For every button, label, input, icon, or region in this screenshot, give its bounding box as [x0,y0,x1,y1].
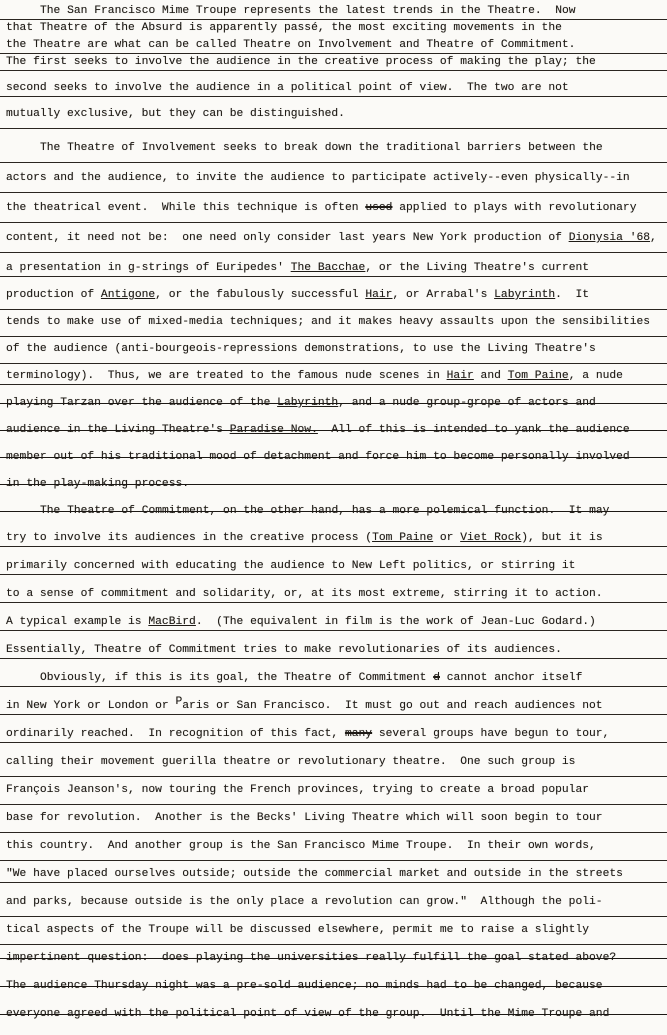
text-segment: try to involve its audiences in the creative process ( [6,532,373,544]
line-text [6,532,603,544]
pen-underline-rule [0,658,667,659]
underlined-title: Tom Paine [372,532,434,544]
text-line [0,615,667,643]
text-segment: several groups have begun to tour, [372,728,610,740]
underlined-title: Labyrinth [277,397,339,409]
line-text [6,172,630,184]
text-line [0,895,667,923]
text-segment: playing Tarzan over the audience of the [6,397,278,409]
text-segment: cannot anchor itself [439,672,583,684]
text-segment: . (The equivalent in film is the work of Jean-Luc Godard.) [195,616,596,628]
text-segment: calling their movement guerilla theatre or revolutionary theatre. One such group is [6,756,576,768]
pen-underline-rule [0,70,667,71]
pen-underline-rule [0,192,667,193]
pen-underline-rule [0,222,667,223]
text-segment: All of this is intended to yank the audience [317,424,630,436]
text-line [0,867,667,895]
pen-underline-rule [0,252,667,253]
line-text [6,644,562,656]
text-line [0,923,667,951]
text-line [0,504,667,531]
pen-strikethrough-line [0,986,667,987]
line-text [6,108,345,120]
pen-underline-rule [0,860,667,861]
text-line [0,979,667,1007]
typed-strikeout: d [433,672,440,684]
text-line [0,951,667,979]
text-segment: second seeks to involve the audience in a political point of view. The two are not [6,82,569,94]
text-segment: Essentially, Theatre of Commitment tries to make revolutionaries of its audiences. [6,644,562,656]
underlined-title: Tom Paine [507,370,569,382]
pen-underline-rule [0,686,667,687]
text-segment: The San Francisco Mime Troupe represents the latest trends in the Theatre. Now [40,5,576,17]
pen-underline-rule [0,53,667,54]
text-segment: actors and the audience, to invite the audience to participate actively--even physically--in [6,172,630,184]
text-segment: a presentation in g-strings of Euripedes' [6,262,291,274]
text-line [0,81,667,107]
line-text [6,343,596,355]
text-segment: mutually exclusive, but they can be distinguished. [6,108,345,120]
line-text [6,82,569,94]
text-line [0,396,667,423]
text-segment: impertinent question: does playing the universities really fulfill the goal stated above? [6,952,617,964]
underlined-title: The Bacchae [290,262,366,274]
text-segment: . It [555,289,590,301]
text-line [0,423,667,450]
underlined-title: Hair [365,289,393,301]
line-text [6,616,596,628]
text-line [0,171,667,201]
text-line [0,55,667,81]
text-line [0,755,667,783]
line-text [6,560,575,572]
text-line [0,450,667,477]
text-segment: "We have placed ourselves outside; outside the commercial market and outside in the streets [6,868,623,880]
line-text [6,39,575,51]
text-segment: The audience Thursday night was a pre-sold audience; no minds had to be changed, because [6,980,603,992]
text-segment: the Theatre are what can be called Theatre on Involvement and Theatre of Commitment. [6,39,576,51]
pen-strikethrough-line [0,403,667,404]
text-line [0,315,667,342]
line-text [6,262,589,274]
pen-underline-rule [0,916,667,917]
text-segment: terminology). Thus, we are treated to the famous nude scenes in [6,370,447,382]
text-line [0,201,667,231]
text-segment: primarily concerned with educating the audience to New Left politics, or stirring it [6,560,576,572]
text-line [0,141,667,171]
line-text [6,588,603,600]
pen-strikethrough-line [0,484,667,485]
pen-underline-rule [0,546,667,547]
line-text [6,202,637,214]
text-line [0,231,667,261]
text-segment: of the audience (anti-bourgeois-repressions demonstrations, to use the Living Theatre's [6,343,596,355]
text-segment: in the play-making process. [6,478,190,490]
pen-underline-rule [0,384,667,385]
superscript-char: P [175,696,183,708]
text-line [0,587,667,615]
text-segment: production of [6,289,101,301]
text-line [0,811,667,839]
pen-underline-rule [0,336,667,337]
text-line [0,261,667,288]
pen-underline-rule [0,276,667,277]
pen-underline-rule [0,602,667,603]
line-text [6,728,609,740]
text-segment: tends to make use of mixed-media techniques; and it makes heavy assaults upon the sensibilities [6,316,651,328]
line-text [40,142,603,154]
typed-strikeout: used [365,202,393,214]
text-line [0,107,667,133]
underlined-title: Labyrinth [494,289,556,301]
line-text [6,784,589,796]
pen-underline-rule [0,832,667,833]
text-segment: , and a nude group-grope of actors and [338,397,596,409]
text-segment: or [433,532,461,544]
text-line [0,4,667,21]
pen-strikethrough-line [0,457,667,458]
pen-strikethrough-line [0,511,667,512]
text-segment: and parks, because outside is the only place a revolution can grow." Although the poli- [6,896,603,908]
text-segment: audience in the Living Theatre's [6,424,230,436]
text-segment: member out of his traditional mood of detachment and force him to become personally involved [6,451,630,463]
text-line [0,342,667,369]
text-segment: that Theatre of the Absurd is apparently passé, the most exciting movements in the [6,22,562,34]
pen-underline-rule [0,128,667,129]
line-text [6,316,650,328]
pen-underline-rule [0,944,667,945]
text-segment: , or Arrabal's [392,289,495,301]
text-segment: , or the Living Theatre's current [365,262,590,274]
text-segment: The first seeks to involve the audience in the creative process of making the play; the [6,56,596,68]
text-segment: and [473,370,508,382]
text-line [0,559,667,587]
text-segment: , [650,232,657,244]
underlined-title: Paradise Now. [229,424,318,436]
underlined-title: Viet Rock [460,532,522,544]
pen-underline-rule [0,309,667,310]
pen-underline-rule [0,882,667,883]
text-line [0,727,667,755]
text-line [0,643,667,671]
text-segment: The Theatre of Commitment, on the other hand, has a more polemical function. It may [40,505,610,517]
pen-underline-rule [0,714,667,715]
text-segment: François Jeanson's, now touring the French provinces, trying to create a broad popular [6,784,590,796]
underlined-title: Hair [446,370,474,382]
pen-strikethrough-line [0,1014,667,1015]
text-segment: ordinarily reached. In recognition of this fact, [6,728,345,740]
line-text [6,868,623,880]
text-line [0,38,667,55]
underlined-title: MacBird [148,616,196,628]
text-line [0,783,667,811]
pen-underline-rule [0,96,667,97]
line-text [6,289,589,301]
text-segment: Obviously, if this is its goal, the Theatre of Commitment [40,672,434,684]
line-text [6,924,589,936]
text-line [0,21,667,38]
text-line [0,288,667,315]
text-segment: tical aspects of the Troupe will be discussed elsewhere, permit me to raise a slightly [6,924,590,936]
underlined-title: Dionysia '68 [568,232,651,244]
line-text [6,756,575,768]
pen-strikethrough-line [0,430,667,431]
text-segment: applied to plays with revolutionary [392,202,637,214]
pen-underline-rule [0,742,667,743]
pen-underline-rule [0,630,667,631]
pen-underline-rule [0,804,667,805]
text-segment: to a sense of commitment and solidarity, or, at its most extreme, stirring it to action. [6,588,603,600]
pen-underline-rule [0,19,667,20]
text-line [0,1007,667,1035]
text-line [0,369,667,396]
pen-underline-rule [0,363,667,364]
text-segment: this country. And another group is the San Francisco Mime Troupe. In their own words, [6,840,596,852]
line-text [6,696,603,712]
line-text [6,232,657,244]
line-text [6,896,603,908]
pen-underline-rule [0,776,667,777]
line-text [6,812,603,824]
line-text [6,22,562,34]
text-line [0,477,667,504]
text-segment: base for revolution. Another is the Becks' Living Theatre which will soon begin to tour [6,812,603,824]
underlined-title: Antigone [100,289,156,301]
pen-underline-rule [0,574,667,575]
pen-strikethrough-line [0,958,667,959]
line-text [6,840,596,852]
text-segment: in New York or London or [6,700,176,712]
text-segment: aris or San Francisco. It must go out and reach audiences not [182,700,603,712]
text-segment: A typical example is [6,616,149,628]
text-line [0,531,667,559]
line-text [40,672,582,684]
text-segment: The Theatre of Involvement seeks to break down the traditional barriers between the [40,142,603,154]
line-text [6,56,596,68]
text-line [0,696,667,727]
text-segment: everyone agreed with the political point of view of the group. Until the Mime Troupe and [6,1008,610,1020]
text-line [0,671,667,699]
pen-underline-rule [0,162,667,163]
text-segment: , or the fabulously successful [155,289,366,301]
text-segment: ), but it is [521,532,603,544]
text-segment: content, it need not be: one need only consider last years New York production of [6,232,569,244]
line-text [40,5,576,17]
text-segment: , a nude [568,370,623,382]
text-segment: the theatrical event. While this technique is often [6,202,366,214]
typed-strikeout: many [344,728,373,740]
text-line [0,839,667,867]
line-text [6,370,623,382]
